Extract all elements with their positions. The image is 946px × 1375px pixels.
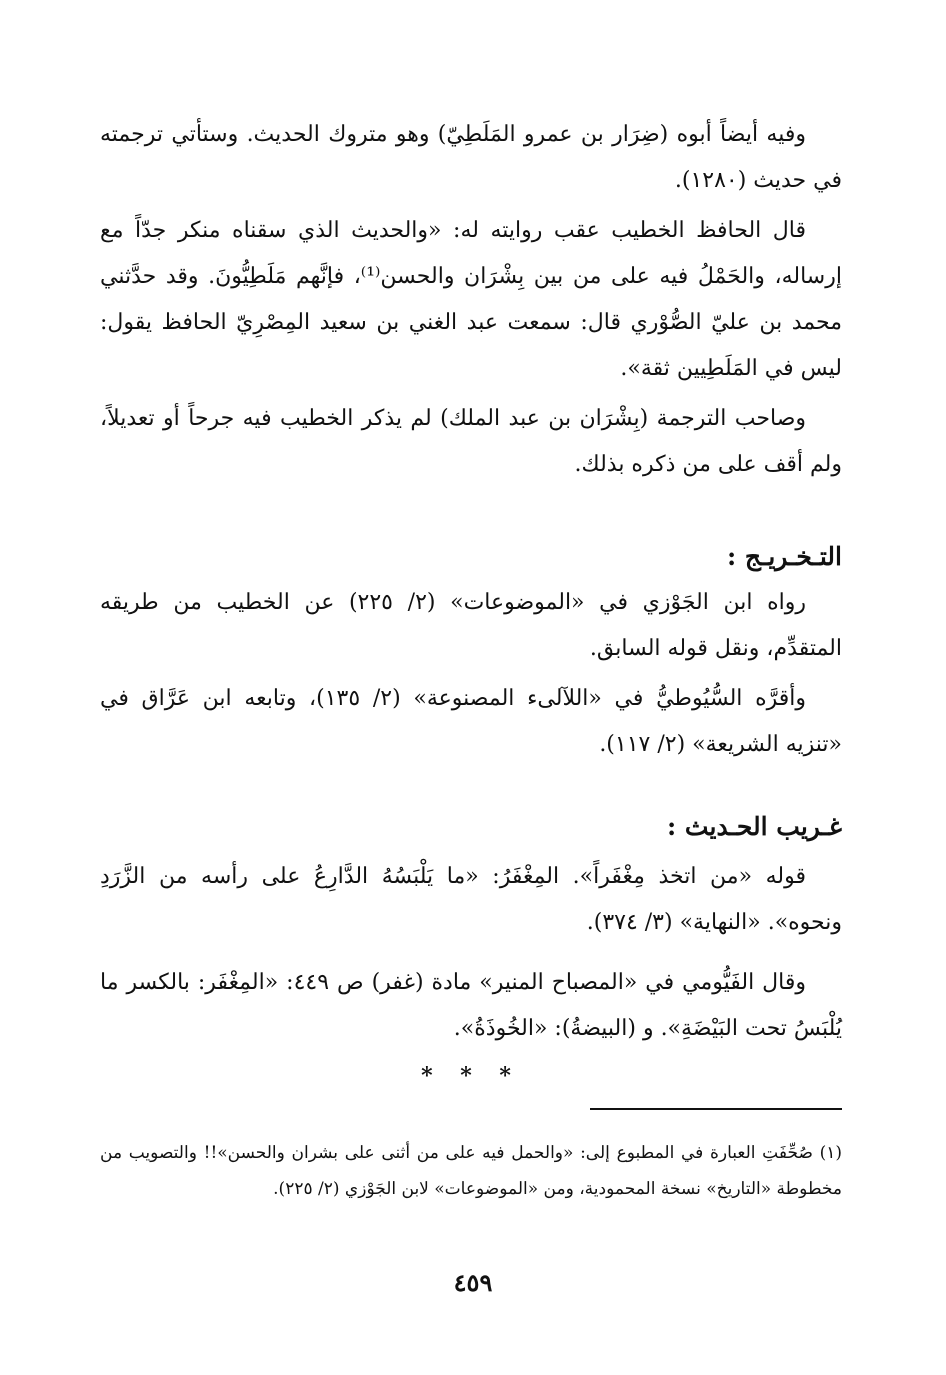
paragraph-takhrij-1: رواه ابن الجَوْزي في «الموضوعات» (٢/ ٢٢٥) عن الخطيب من طريقه المتقدِّم، ونقل قوله السابق.: [100, 590, 842, 661]
section-separator: * * *: [421, 1063, 521, 1089]
page-number: ٤٥٩: [453, 1268, 493, 1297]
paragraph-intro-3: وصاحب الترجمة (بِشْرَان بن عبد الملك) لم يذكر الخطيب فيه جرحاً أو تعديلاً، ولم أقف على من ذكره بذلك.: [100, 406, 842, 477]
paragraph-gharib-2: وقال الفَيُّومي في «المصباح المنير» مادة (غفر) ص ٤٤٩: «المِغْفَر: بالكسر ما يُلْبَسُ تحت البَيْضَةِ». و (البيضةُ): «الخُوذَةُ».: [100, 970, 842, 1041]
footnote: (١) صُحِّفَتِ العبارة في المطبوع إلى: «والحمل فيه على من أثنى على بشران والحسن»!! والتصويب من مخطوطة «التاريخ» نسخة المحمودية، ومن «الموضوعات» لابن الجَوْزي (٢/ ٢٢٥).: [100, 1143, 842, 1199]
heading-takhrij: التـخـريـج :: [726, 542, 842, 571]
main-text: [100, 112, 842, 1096]
paragraph-intro-2: قال الحافظ الخطيب عقب روايته له: «والحديث الذي سقناه منكر جدّاً مع إرساله، والحَمْلُ فيه على من بين بِشْرَان والحسن⁽¹⁾، فإنَّهم مَلَطِيُّونَ. وقد حدَّثني محمد بن عليّ الصُّوْري قال: سمعت عبد الغني بن سعيد المِصْرِيّ الحافظ يقول: ليس في المَلَطِيين ثقة».: [100, 218, 842, 381]
paragraph-takhrij-2: وأقرَّه السُّيُوطيُّ في «اللآلىء المصنوعة» (٢/ ١٣٥)، وتابعه ابن عَرَّاق في «تنزيه الشريعة» (٢/ ١١٧).: [100, 686, 842, 757]
paragraph-intro-1: وفيه أيضاً أبوه (ضِرَار بن عمرو المَلَطِيّ) وهو متروك الحديث. وستأتي ترجمته في حديث (١٢٨٠).: [100, 122, 842, 193]
heading-gharib: غـريب الحـديث :: [667, 812, 842, 841]
paragraph-gharib-1: قوله «من اتخذ مِغْفَراً». المِغْفَرُ: «ما يَلْبَسُهُ الدَّارِعُ على رأسه من الزَّرَدِ ونحوه». «النهاية» (٣/ ٣٧٤).: [100, 864, 842, 935]
footnote-divider: [590, 1108, 842, 1110]
